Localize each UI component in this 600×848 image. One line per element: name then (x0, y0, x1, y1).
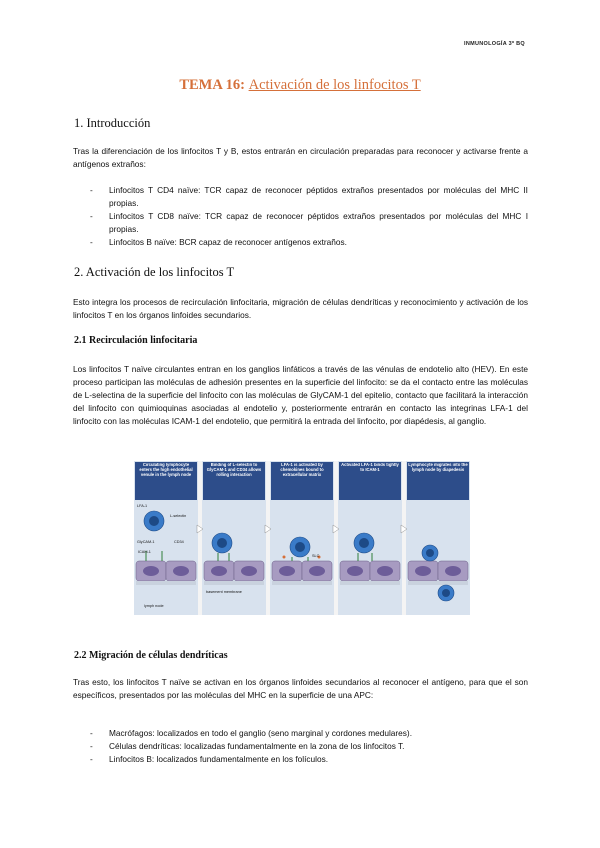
section-1-list (90, 184, 528, 249)
label-glycam: GlyCAM-1 (137, 540, 155, 544)
label-lymph: lymph node (144, 604, 164, 608)
label-lfa1: LFA-1 (137, 504, 148, 508)
panel-3-text: LFA-1 is activated by chemokines bound to extracellular matrix (280, 463, 324, 477)
panel-1-text: Circulating lymphocyte enters the high endothelial venule in the lymph node (139, 463, 193, 477)
figure-graphic (134, 461, 470, 615)
section-2-1-heading: 2.1 Recirculación linfocitaria (74, 335, 198, 346)
section-1-intro: Tras la diferenciación de los linfocitos T y B, estos entrarán en circulación preparadas para reconocer y activarse frente a antígenos extraños: (73, 146, 528, 169)
title-prefix: TEMA 16: (179, 77, 245, 93)
panel-5-text: Lymphocyte migrates into the lymph node by diapedesis (408, 463, 468, 472)
list-item: - Células dendríticas: localizadas fundamentalmente en la zona de los linfocitos T. (90, 740, 528, 753)
section-2-1-text: Los linfocitos T naïve circulantes entran en los ganglios linfáticos a través de las vénulas de endotelio alto (HEV). En este proceso participan las moléculas de adhesión presentes en la superficie del linfocito: se da el contacto entre las moléculas de L-selectina de la superficie del linfocito con las moléculas de GlyCAM-1 del epitelio, contacto que facilitará la interacción del linfocito con quimioquinas asociadas al endotelio y, posteriormente entrarán en contacto las integrinas LFA-1 del linfocito con las moléculas ICAM-1 del endotelio, que permitirá la entrada del linfocito, por diapédesis, al ganglio. (73, 364, 528, 426)
basement-membrane (136, 581, 468, 585)
label-icam: ICAM-1 (138, 550, 151, 554)
section-2-heading: 2. Activación de los linfocitos T (74, 265, 235, 279)
page-header: INMUNOLOGÍA 3º BQ (464, 41, 525, 47)
panel-2-text: Binding of L-selectin to GlyCAM-1 and CD34 allows rolling interaction (206, 463, 262, 477)
lymphocyte-recirculation-figure (134, 461, 470, 615)
list-item: - Linfocitos T CD8 naïve: TCR capaz de reconocer péptidos extraños presentados por moléculas del MHC I propias. (90, 210, 528, 236)
page-title (0, 77, 600, 94)
list-item: - Linfocitos B naïve: BCR capaz de reconocer antígenos extraños. (90, 236, 528, 249)
list-item: - Macrófagos: localizados en todo el ganglio (seno marginal y cordones medulares). (90, 727, 528, 740)
label-basement: basement membrane (206, 590, 242, 594)
title-text: Activación de los linfocitos T (248, 77, 421, 93)
section-1-heading: 1. Introducción (74, 116, 151, 130)
section-2-2-list (90, 727, 528, 766)
label-slc: SLC (312, 554, 320, 558)
list-item: - Linfocitos B: localizados fundamentalmente en los folículos. (90, 753, 528, 766)
section-2-2-intro: Tras esto, los linfocitos T naïve se activan en los órganos linfoides secundarios al reconocer el antígeno, para que el son específicos, presentados por las moléculas del MHC en la superficie de una APC: (73, 677, 528, 700)
label-cd34: CD34 (174, 540, 184, 544)
panel-4-text: Activated LFA-1 binds tightly to ICAM-1 (341, 463, 399, 472)
section-2-2-heading: 2.2 Migración de células dendríticas (74, 650, 228, 661)
section-2-intro: Esto integra los procesos de recirculación linfocitaria, migración de células dendríticas y reconocimiento y activación de los linfocitos T en los órganos linfoides secundarios. (73, 297, 528, 320)
list-item: - Linfocitos T CD4 naïve: TCR capaz de reconocer péptidos extraños presentados por moléculas del MHC II propias. (90, 184, 528, 210)
label-lselectin: L-selectin (170, 514, 187, 518)
